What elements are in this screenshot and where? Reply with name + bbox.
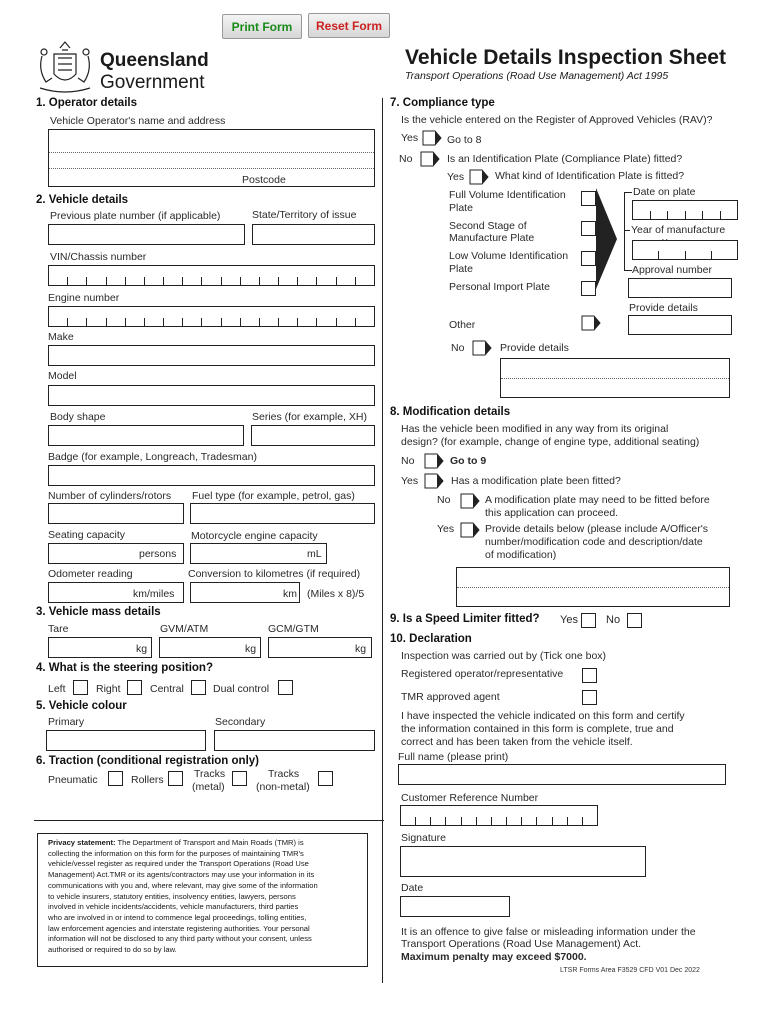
secondary-colour-label: Secondary [215,716,266,728]
miles-formula: (Miles x 8)/5 [307,588,365,600]
declaration-text-2: the information contained in this form is complete, true and [401,723,674,735]
pneumatic-checkbox[interactable] [108,771,123,786]
steering-right-label: Right [96,683,121,695]
engine-number-input[interactable] [48,306,375,327]
series-label: Series (for example, XH) [252,411,367,423]
other-provide-label: Provide details [629,302,698,314]
cylinders-label: Number of cylinders/rotors [48,490,172,502]
inspection-question: Inspection was carried out by (Tick one box) [401,650,607,662]
tmr-agent-checkbox[interactable] [582,690,597,705]
id-plate-yes-arrow-checkbox[interactable] [469,169,489,185]
section-traction: 6. Traction (conditional registration only) [36,755,259,767]
date-on-plate-label: Date on plate [633,186,696,198]
full-name-input[interactable] [398,764,726,785]
org-name-line2: Government [100,72,205,93]
section-speed-limiter: 9. Is a Speed Limiter fitted? [390,613,540,625]
tracks-metal-sub: (metal) [192,781,225,793]
modified-no-label: No [401,455,415,467]
id-plate-provide-label: Provide details [500,342,569,354]
model-label: Model [48,370,77,382]
low-volume-checkbox[interactable] [581,251,596,266]
mod-plate-no-label: No [437,494,451,506]
vin-input[interactable] [48,265,375,286]
year-manufacture-label: Year of manufacture [631,224,726,236]
approval-number-input[interactable] [628,278,732,298]
date-on-plate-input[interactable] [632,200,738,220]
second-stage-label-2: Manufacture Plate [449,232,535,244]
print-form-button[interactable]: Print Form [222,14,302,39]
id-plate-yes-label: Yes [447,171,465,183]
body-shape-input[interactable] [48,425,244,446]
signature-input[interactable] [400,846,646,877]
steering-central-label: Central [150,683,184,695]
rav-no-arrow-checkbox[interactable] [420,151,440,167]
rav-no-label: No [399,153,413,165]
secondary-colour-input[interactable] [214,730,375,751]
steering-dual-label: Dual control [213,683,270,695]
operator-name-address-field[interactable] [48,129,375,187]
personal-import-checkbox[interactable] [581,281,596,296]
section-vehicle-colour: 5. Vehicle colour [36,700,127,712]
conversion-label: Conversion to kilometres (if required) [188,568,361,580]
modified-question-2: design? (for example, change of engine type, additional seating) [401,436,700,448]
section-declaration: 10. Declaration [390,633,472,645]
id-plate-question: Is an Identification Plate (Compliance Plate) fitted? [447,153,683,165]
previous-plate-input[interactable] [48,224,245,245]
full-volume-label: Full Volume Identification [449,189,566,201]
customer-ref-input[interactable] [400,805,598,826]
mod-provide-1: Provide details below (please include A/Officer's [485,523,709,535]
body-shape-label: Body shape [50,411,106,423]
operator-name-label: Vehicle Operator's name and address [50,115,226,127]
id-plate-no-arrow-checkbox[interactable] [472,340,492,356]
state-input[interactable] [252,224,375,245]
steering-central-checkbox[interactable] [191,680,206,695]
vin-label: VIN/Chassis number [50,251,147,263]
offence-text-1: It is an offence to give false or misleading information under the [401,926,696,938]
steering-left-label: Left [48,683,66,695]
steering-left-checkbox[interactable] [73,680,88,695]
mod-plate-yes-arrow-checkbox[interactable] [460,522,480,538]
ml-unit: mL [307,548,322,560]
badge-label: Badge (for example, Longreach, Tradesman) [48,451,257,463]
modified-question-1: Has the vehicle been modified in any way from its original [401,423,669,435]
tracks-nonmetal-checkbox[interactable] [318,771,333,786]
form-footer: LTSR Forms Area F3529 CFD V01 Dec 2022 [560,967,700,974]
seating-capacity-label: Seating capacity [48,529,126,541]
speed-limiter-yes-checkbox[interactable] [581,613,596,628]
date-label: Date [401,882,424,894]
approval-number-label: Approval number [632,264,712,276]
plate-kind-question: What kind of Identification Plate is fitted? [495,170,685,182]
modified-no-arrow-checkbox[interactable] [424,453,444,469]
motorcycle-capacity-label: Motorcycle engine capacity [191,530,318,542]
gcm-unit: kg [355,643,367,655]
modified-yes-arrow-checkbox[interactable] [424,473,444,489]
page-subtitle: Transport Operations (Road Use Management) Act 1995 [405,70,669,82]
other-plate-label: Other [449,319,476,331]
mod-plate-yes-label: Yes [437,523,455,535]
goto-9-text: Go to 9 [450,455,487,467]
odometer-unit: km/miles [133,588,175,600]
speed-limiter-yes-label: Yes [560,614,578,626]
badge-input[interactable] [48,465,375,486]
mod-plate-no-arrow-checkbox[interactable] [460,493,480,509]
date-input[interactable] [400,896,510,917]
tmr-agent-label: TMR approved agent [401,691,500,703]
km-unit: km [283,588,297,600]
rollers-label: Rollers [131,774,164,786]
cylinders-input[interactable] [48,503,184,524]
tracks-nonmetal-label: Tracks [268,768,300,780]
section-vehicle-details: 2. Vehicle details [36,194,129,206]
state-label: State/Territory of issue [252,209,357,221]
speed-limiter-no-checkbox[interactable] [627,613,642,628]
plate-type-brace-arrow [596,188,618,290]
rollers-checkbox[interactable] [168,771,183,786]
year-manufacture-input[interactable] [632,240,738,260]
full-volume-checkbox[interactable] [581,191,596,206]
second-stage-label: Second Stage of [449,220,527,232]
offence-text-2: Transport Operations (Road Use Management) Act. [401,938,642,950]
declaration-text-3: correct and has been taken from the vehicle itself. [401,736,633,748]
id-plate-no-label: No [451,342,465,354]
low-volume-label-2: Plate [449,263,473,275]
previous-plate-label: Previous plate number (if applicable) [50,210,221,222]
primary-colour-input[interactable] [46,730,206,751]
engine-number-label: Engine number [48,292,120,304]
tracks-metal-checkbox[interactable] [232,771,247,786]
section-modification-details: 8. Modification details [390,406,511,418]
registered-operator-label: Registered operator/representative [401,668,564,680]
page-title: Vehicle Details Inspection Sheet [405,46,726,69]
gvm-label: GVM/ATM [160,623,209,635]
steering-right-checkbox[interactable] [127,680,142,695]
customer-ref-label: Customer Reference Number [401,792,539,804]
registered-operator-checkbox[interactable] [582,668,597,683]
gcm-label: GCM/GTM [268,623,319,635]
privacy-statement: Privacy statement: The Department of Transport and Main Roads (TMR) is collecting the information on this form for the purposes of maintaining TMR's vehicle/vessel register as required under the Transport Operations (Road Use Management) Act.TMR or its agents/contractors may use your information in its communications with you and, where relevant, may give some of the information to vehicle insurers, statutory entities, insolvency entities, lawyers, persons involved in vehicle incidents/accidents, vehicle manufacturers, third parties who are involved in or intend to commence legal proceedings, tolling entities, law enforcement agencies and interstate registering authorities. Your personal information will not be disclosed to any third party without your consent, unless authorised or required to do so by law. [37,833,368,967]
mod-provide-3: of modification) [485,549,557,561]
org-name-line1: Queensland [100,50,209,71]
mod-plate-note-1: A modification plate may need to be fitted before [485,494,710,506]
personal-import-label: Personal Import Plate [449,281,550,293]
odometer-label: Odometer reading [48,568,133,580]
mod-plate-question: Has a modification plate been fitted? [451,475,621,487]
reset-form-button[interactable]: Reset Form [308,13,390,38]
full-volume-label-2: Plate [449,202,473,214]
steering-dual-checkbox[interactable] [278,680,293,695]
other-details-input[interactable] [628,315,732,335]
second-stage-checkbox[interactable] [581,221,596,236]
goto-8-text: Go to 8 [447,134,482,146]
section-steering-position: 4. What is the steering position? [36,662,213,674]
make-input[interactable] [48,345,375,366]
gvm-unit: kg [245,643,257,655]
tracks-nonmetal-sub: (non-metal) [256,781,310,793]
rav-yes-arrow-checkbox[interactable] [422,130,442,146]
low-volume-label: Low Volume Identification [449,250,569,262]
tare-label: Tare [48,623,69,635]
id-plate-details-input[interactable] [500,358,730,398]
section-compliance-type: 7. Compliance type [390,97,495,109]
rav-question: Is the vehicle entered on the Register of Approved Vehicles (RAV)? [401,114,713,126]
tare-unit: kg [136,643,148,655]
rav-yes-label: Yes [401,132,419,144]
fuel-type-input[interactable] [190,503,375,524]
persons-unit: persons [139,548,177,560]
full-name-label: Full name (please print) [398,751,509,763]
signature-label: Signature [401,832,446,844]
section-vehicle-mass: 3. Vehicle mass details [36,606,161,618]
postcode-label: Postcode [242,174,286,186]
model-input[interactable] [48,385,375,406]
series-input[interactable] [251,425,375,446]
mod-plate-note-2: this application can proceed. [485,507,619,519]
make-label: Make [48,331,74,343]
other-plate-arrow-checkbox[interactable] [581,315,601,331]
queensland-crest-logo [34,40,96,96]
modification-details-input[interactable] [456,567,730,607]
speed-limiter-no-label: No [606,614,621,626]
mod-provide-2: number/modification code and description/date [485,536,703,548]
fuel-type-label: Fuel type (for example, petrol, gas) [192,490,355,502]
primary-colour-label: Primary [48,716,85,728]
pneumatic-label: Pneumatic [48,774,98,786]
tracks-metal-label: Tracks [194,768,226,780]
declaration-text-1: I have inspected the vehicle indicated on this form and certify [401,710,685,722]
penalty-text: Maximum penalty may exceed $7000. [401,951,587,963]
section-operator-details: 1. Operator details [36,97,137,109]
modified-yes-label: Yes [401,475,419,487]
